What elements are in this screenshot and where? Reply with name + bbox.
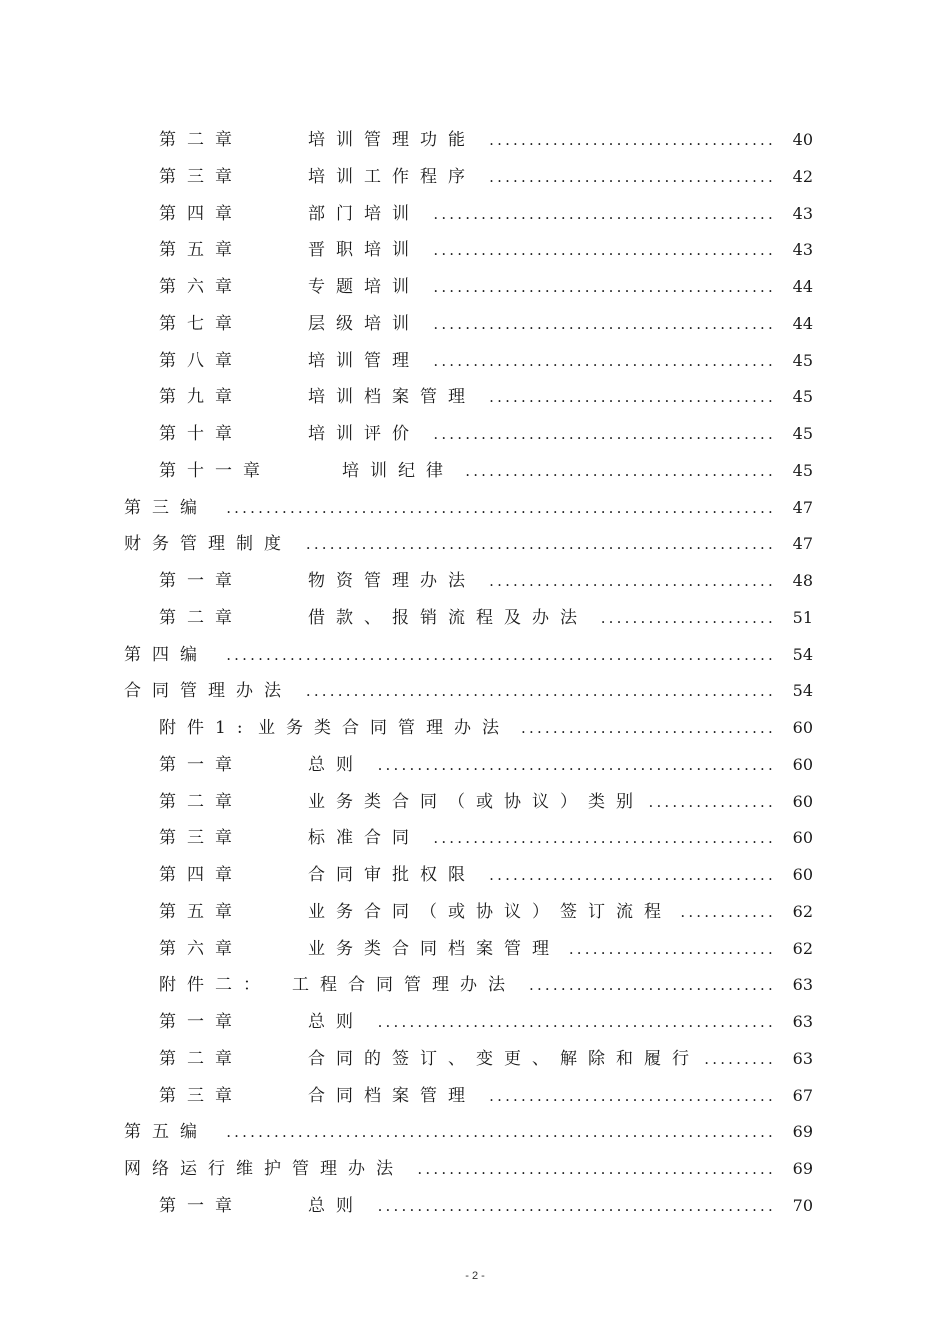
toc-chapter-label: 第二章 [159, 130, 243, 150]
toc-entry[interactable] [0, 232, 950, 269]
toc-entry[interactable] [0, 857, 950, 894]
toc-part-title: 第五编 [124, 1122, 208, 1143]
toc-page-number: 43 [792, 240, 813, 260]
toc-chapter-label: 第一章 [159, 571, 243, 591]
toc-chapter-name: 工程合同管理办法 [292, 975, 516, 996]
toc-chapter-label: 第十一章 [159, 460, 271, 481]
toc-chapter-name: 标准合同 [308, 828, 420, 849]
toc-chapter-label: 第五章 [159, 240, 243, 261]
toc-leader-dots: ................ [648, 792, 776, 811]
toc-leader-dots: ..................................................................... [226, 1123, 776, 1142]
toc-page-number: 47 [792, 534, 813, 554]
toc-entry[interactable] [0, 1041, 950, 1078]
toc-entry[interactable] [0, 931, 950, 968]
toc-page-number: 60 [792, 791, 813, 811]
toc-chapter-label: 第四章 [159, 203, 243, 224]
toc-chapter-name: 部门培训 [308, 203, 420, 224]
toc-leader-dots: .................................................. [377, 1196, 776, 1215]
toc-chapter-label: 第一章 [159, 1012, 243, 1032]
toc-leader-dots: ........................................... [433, 425, 776, 443]
toc-entry[interactable] [0, 1151, 950, 1188]
toc-leader-dots: ......... [704, 1049, 776, 1068]
toc-entry[interactable] [0, 159, 950, 196]
toc-chapter-name: 物资管理办法 [308, 571, 476, 591]
toc-chapter-name: 晋职培训 [308, 240, 420, 261]
toc-page-number: 63 [792, 1012, 813, 1031]
toc-page-number: 44 [792, 313, 813, 333]
toc-chapter-name: 总则 [308, 1012, 364, 1032]
toc-page-number: 54 [792, 644, 813, 664]
toc-chapter-name: 层级培训 [308, 313, 420, 334]
toc-chapter-name: 培训纪律 [342, 460, 454, 481]
toc-chapter-label: 第一章 [159, 754, 243, 775]
toc-chapter-name: 培训管理 [308, 350, 420, 371]
toc-chapter-label: 附件1: [159, 718, 254, 738]
toc-leader-dots: .......................... [568, 939, 776, 958]
toc-entry[interactable] [0, 784, 950, 821]
toc-page-number: 45 [792, 424, 813, 443]
toc-page-number: 60 [792, 865, 813, 884]
toc-page-number: 40 [792, 130, 813, 149]
toc-part-title: 第四编 [124, 644, 208, 665]
toc-entry[interactable] [0, 820, 950, 857]
toc-chapter-name: 总则 [308, 754, 364, 775]
toc-leader-dots: .................................... [489, 388, 776, 407]
toc-leader-dots: ........................................... [433, 829, 776, 848]
table-of-contents [0, 122, 950, 1225]
toc-entry[interactable] [0, 122, 950, 159]
toc-entry[interactable] [0, 306, 950, 343]
toc-leader-dots: ............................................. [417, 1160, 776, 1178]
toc-page-number: 62 [792, 901, 813, 921]
toc-chapter-label: 第八章 [159, 350, 243, 371]
toc-entry[interactable] [0, 637, 950, 674]
toc-chapter-label: 第六章 [159, 938, 243, 959]
toc-leader-dots: ........................................... [433, 278, 776, 296]
toc-entry[interactable] [0, 710, 950, 747]
toc-leader-dots: .................................................. [377, 1013, 776, 1031]
toc-page-number: 69 [792, 1159, 813, 1178]
toc-page-number: 67 [792, 1085, 813, 1105]
toc-entry[interactable] [0, 1078, 950, 1115]
toc-chapter-name: 业务类合同档案管理 [308, 938, 560, 959]
toc-entry[interactable] [0, 894, 950, 931]
toc-part-title: 网络运行维护管理办法 [124, 1159, 404, 1179]
toc-leader-dots: ........................................... [433, 351, 776, 370]
toc-part-title: 财务管理制度 [124, 534, 292, 555]
toc-page-number: 45 [792, 387, 813, 407]
toc-page-number: 60 [792, 718, 813, 737]
toc-entry[interactable] [0, 967, 950, 1004]
toc-chapter-label: 附件二： [159, 975, 271, 996]
toc-entry[interactable] [0, 490, 950, 527]
toc-chapter-label: 第一章 [159, 1195, 243, 1216]
toc-page-number: 60 [792, 828, 813, 848]
toc-entry[interactable] [0, 453, 950, 490]
toc-leader-dots: .................................... [489, 167, 776, 186]
toc-entry[interactable] [0, 379, 950, 416]
toc-page-number: 60 [792, 754, 813, 774]
toc-leader-dots: ...................... [600, 608, 776, 627]
toc-chapter-label: 第十章 [159, 424, 243, 444]
toc-entry[interactable] [0, 416, 950, 453]
toc-leader-dots: ........................................... [433, 204, 776, 223]
toc-page-number: 62 [792, 938, 813, 958]
toc-part-title: 合同管理办法 [124, 681, 292, 702]
toc-chapter-label: 第二章 [159, 1048, 243, 1069]
toc-entry[interactable] [0, 747, 950, 784]
toc-leader-dots: .................................... [489, 866, 776, 884]
toc-chapter-label: 第三章 [159, 828, 243, 849]
toc-leader-dots: ............ [680, 902, 776, 921]
toc-page-number: 70 [792, 1195, 813, 1215]
toc-chapter-name: 培训管理功能 [308, 130, 476, 150]
toc-leader-dots: .................................... [489, 1086, 776, 1105]
toc-chapter-label: 第三章 [159, 1085, 243, 1106]
toc-leader-dots: ....................................... [465, 461, 776, 480]
page-number-footer: - 2 - [465, 1270, 485, 1282]
toc-entry[interactable] [0, 269, 950, 306]
toc-leader-dots: ........................................... [433, 314, 776, 333]
toc-chapter-label: 第二章 [159, 607, 243, 628]
toc-entry[interactable] [0, 343, 950, 380]
toc-leader-dots: ........................................... [433, 241, 776, 260]
toc-page-number: 48 [792, 571, 813, 590]
toc-leader-dots: .................................................. [377, 755, 776, 774]
toc-chapter-label: 第三章 [159, 166, 243, 187]
toc-chapter-label: 第二章 [159, 791, 243, 812]
toc-chapter-name: 业务类合同管理办法 [258, 718, 510, 738]
toc-leader-dots: ..................................................................... [226, 645, 776, 664]
toc-chapter-name: 培训评价 [308, 424, 420, 444]
toc-page-number: 47 [792, 497, 813, 517]
toc-chapter-name: 合同审批权限 [308, 865, 476, 885]
toc-leader-dots: ........................................................... [305, 682, 776, 701]
toc-chapter-name: 业务合同（或协议）签订流程 [308, 901, 672, 922]
toc-entry[interactable] [0, 1114, 950, 1151]
toc-leader-dots: .................................... [489, 572, 776, 590]
toc-entry[interactable] [0, 673, 950, 710]
toc-chapter-name: 培训档案管理 [308, 387, 476, 408]
toc-chapter-name: 培训工作程序 [308, 166, 476, 187]
toc-page-number: 69 [792, 1122, 813, 1142]
toc-chapter-name: 专题培训 [308, 277, 420, 297]
toc-chapter-name: 合同档案管理 [308, 1085, 476, 1106]
toc-leader-dots: .................................... [489, 131, 776, 149]
toc-chapter-name: 业务类合同（或协议）类别 [308, 791, 644, 812]
toc-chapter-label: 第六章 [159, 277, 243, 297]
toc-page-number: 63 [792, 1048, 813, 1068]
toc-chapter-name: 借款、报销流程及办法 [308, 607, 588, 628]
toc-page-number: 45 [792, 460, 813, 480]
toc-entry[interactable] [0, 1188, 950, 1225]
toc-chapter-label: 第四章 [159, 865, 243, 885]
toc-entry[interactable] [0, 563, 950, 600]
toc-entry[interactable] [0, 526, 950, 563]
toc-page-number: 54 [792, 681, 813, 701]
toc-entry[interactable] [0, 196, 950, 233]
toc-leader-dots: ..................................................................... [226, 498, 776, 517]
toc-chapter-name: 合同的签订、变更、解除和履行 [308, 1048, 700, 1069]
toc-page-number: 63 [792, 975, 813, 995]
toc-part-title: 第三编 [124, 497, 208, 518]
toc-page-number: 43 [792, 203, 813, 223]
toc-leader-dots: ............................... [528, 976, 776, 995]
toc-page-number: 44 [792, 277, 813, 296]
toc-leader-dots: ........................................................... [305, 535, 776, 554]
toc-chapter-label: 第七章 [159, 313, 243, 334]
toc-chapter-label: 第九章 [159, 387, 243, 408]
toc-page-number: 45 [792, 350, 813, 370]
toc-chapter-name: 总则 [308, 1195, 364, 1216]
toc-page-number: 42 [792, 166, 813, 186]
toc-entry[interactable] [0, 600, 950, 637]
toc-page-number: 51 [792, 607, 813, 627]
toc-entry[interactable] [0, 1004, 950, 1041]
toc-chapter-label: 第五章 [159, 901, 243, 922]
toc-leader-dots: ................................ [521, 719, 776, 737]
